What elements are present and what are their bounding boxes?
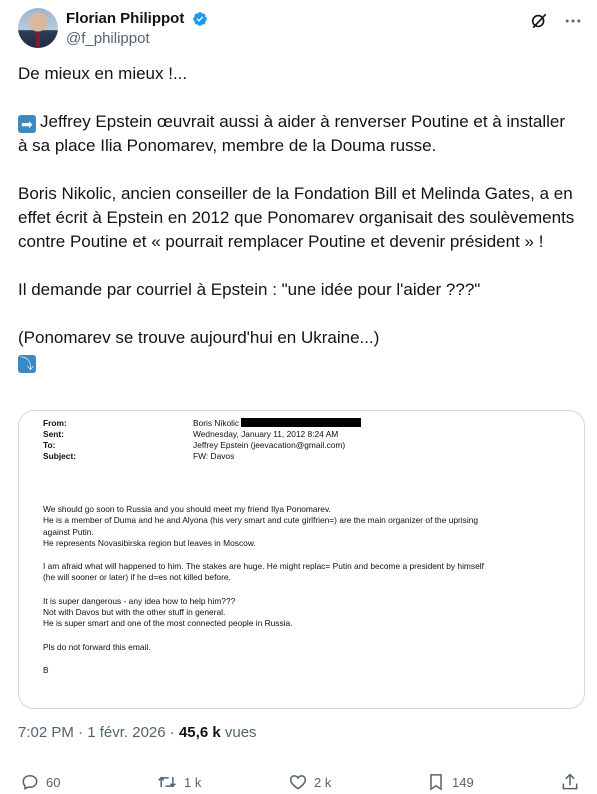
tweet-text — [18, 62, 578, 374]
like-button[interactable] — [288, 772, 331, 792]
email-line: against Putin. — [43, 526, 94, 537]
bookmark-count: 149 — [452, 774, 474, 790]
email-line: B — [43, 664, 49, 675]
bookmark-button[interactable] — [426, 772, 474, 792]
email-line: Not with Davos but with the other stuff in general. — [43, 607, 226, 618]
right-arrow-emoji-icon: ➡ — [18, 115, 36, 133]
email-from-label: From: — [43, 418, 67, 428]
email-subject-row — [43, 451, 563, 462]
meta-separator: · — [169, 724, 175, 741]
email-sent-value: Wednesday, January 11, 2012 8:24 AM — [193, 429, 339, 439]
reply-count: 60 — [46, 774, 61, 790]
email-line: We should go soon to Russia and you should meet my friend Ilya Ponomarev. — [43, 504, 331, 514]
bookmark-icon — [426, 772, 446, 792]
email-line: He is a member of Duma and he and Alyona (his very smart and cute girlfrien=) are the main organizer of the uprising — [43, 515, 479, 526]
email-line: He is super smart and one of the most connected people in Russia. — [43, 618, 293, 629]
email-to-value: Jeffrey Epstein (jeevacation@gmail.com) — [193, 440, 346, 450]
tweet-paragraph — [18, 110, 578, 158]
tweet-paragraph: Boris Nikolic, ancien conseiller de la Fondation Bill et Melinda Gates, a en effet écrit à Epstein en 2012 que Ponomarev organisait des soulèvements contre Poutine et « pourrait remplacer Poutine et devenir président » ! — [18, 184, 575, 251]
author-names — [66, 9, 208, 49]
email-sent-row — [43, 429, 563, 440]
email-line: It is super dangerous - any idea how to help him??? — [43, 595, 236, 606]
reply-icon — [20, 772, 40, 792]
author-display-name[interactable]: Florian Philippot — [66, 10, 185, 27]
header-actions — [529, 11, 583, 31]
attached-image[interactable] — [18, 410, 585, 709]
tweet-paragraph: Il demande par courriel à Epstein : "une idée pour l'aider ???" — [18, 280, 481, 299]
email-body — [43, 504, 563, 676]
grok-icon[interactable] — [529, 11, 549, 31]
email-to-row — [43, 440, 563, 451]
email-line: I am afraid what will happened to him. The stakes are huge. He might replac= Putin and become a president by himself — [43, 561, 484, 572]
email-sent-label: Sent: — [43, 429, 64, 439]
email-line: Pls do not forward this email. — [43, 641, 151, 652]
heart-icon — [288, 772, 308, 792]
tweet-time[interactable]: 7:02 PM — [18, 724, 74, 741]
retweet-button[interactable] — [156, 772, 201, 792]
tweet-paragraph-text: Jeffrey Epstein œuvrait aussi à aider à renverser Poutine et à installer à sa place Ilia Ponomarev, membre de la Douma russe. — [18, 112, 566, 155]
reply-button[interactable] — [20, 772, 60, 792]
email-to-label: To: — [43, 440, 56, 450]
tweet-date[interactable]: 1 févr. 2026 — [87, 724, 166, 741]
tweet-paragraph — [18, 350, 578, 374]
email-subject-value: FW: Davos — [193, 451, 235, 461]
tweet-header — [18, 8, 583, 54]
retweet-count: 1 k — [184, 774, 202, 790]
more-icon[interactable] — [563, 11, 583, 31]
redaction-bar — [241, 418, 361, 427]
share-button[interactable] — [560, 772, 580, 792]
avatar[interactable] — [18, 8, 58, 48]
author-handle[interactable]: @f_philippot — [66, 30, 150, 47]
email-subject-label: Subject: — [43, 451, 77, 461]
email-line: He represents Novasibirska region but leaves in Moscow. — [43, 537, 256, 548]
action-bar — [18, 772, 583, 794]
email-from-row — [43, 418, 563, 429]
email-header — [43, 418, 563, 462]
share-icon — [560, 772, 580, 792]
email-line: (he will sooner or later) if he d=es not killed before. — [43, 572, 231, 583]
meta-separator: · — [78, 724, 84, 741]
down-arrow-emoji-icon: ⤵ — [20, 356, 34, 372]
views-label: vues — [224, 724, 257, 741]
verified-badge-icon — [192, 11, 208, 27]
tweet-paragraph: (Ponomarev se trouve aujourd'hui en Ukraine...) — [18, 328, 380, 347]
like-count: 2 k — [314, 774, 332, 790]
tweet-paragraph: De mieux en mieux !... — [18, 64, 188, 83]
email-from-value: Boris Nikolic — [193, 418, 361, 429]
views-count: 45,6 k — [178, 724, 221, 741]
retweet-icon — [156, 772, 178, 792]
tweet-meta — [18, 723, 257, 743]
